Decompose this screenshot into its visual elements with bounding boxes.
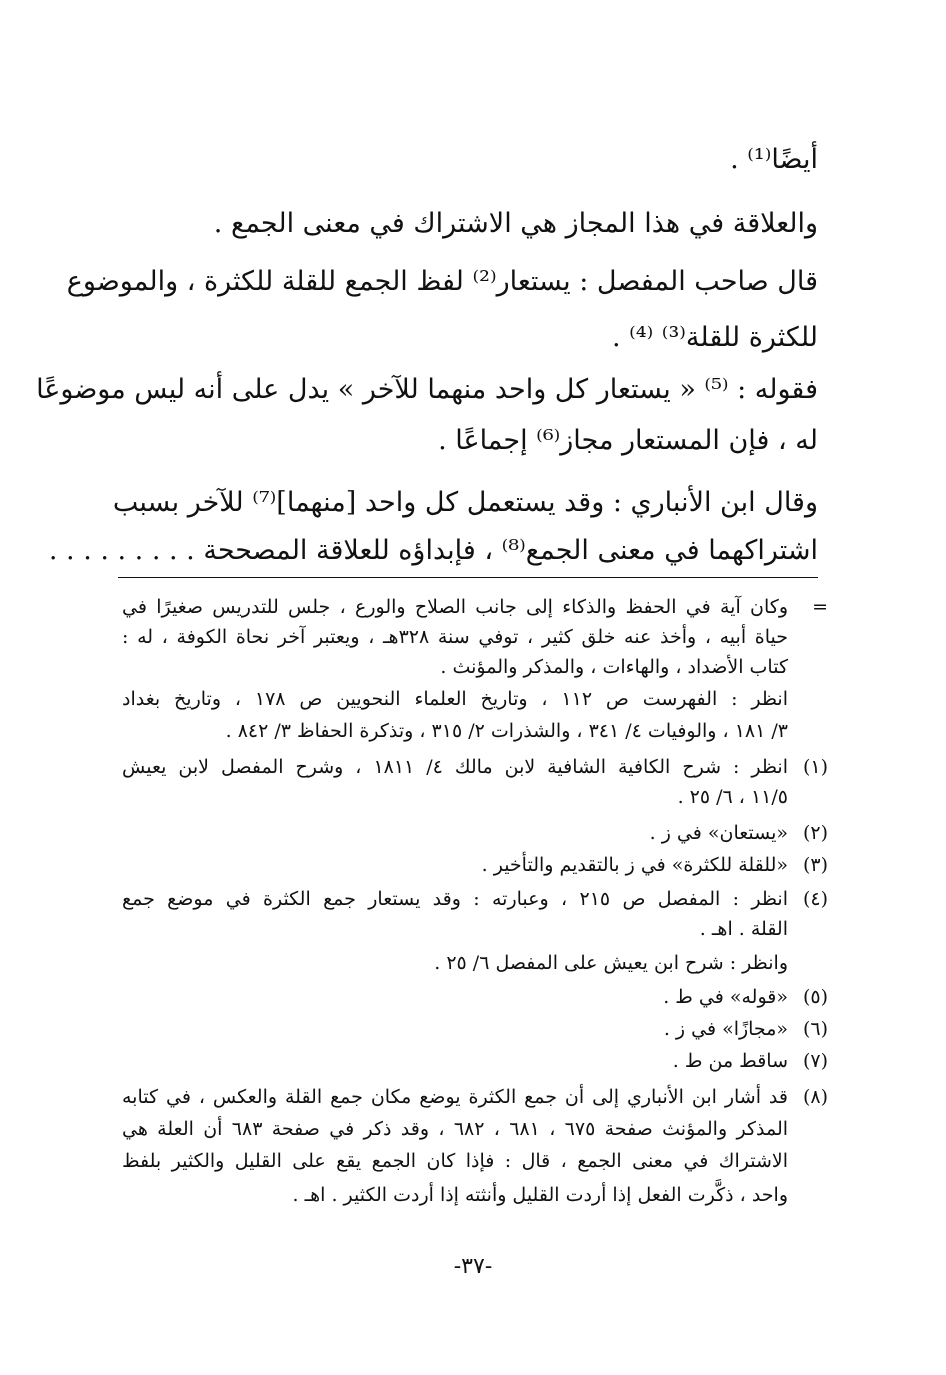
footnote-8-line: الاشتراك في معنى الجمع ، قال : فإذا كان الجمع يقع على القليل والكثير بلفظ bbox=[122, 1150, 788, 1172]
footnote-8-line: قد أشار ابن الأنباري إلى أن جمع الكثرة يوضع مكان جمع القلة والعكس ، في كتابه bbox=[122, 1086, 788, 1108]
footnote-continuation-line: كتاب الأضداد ، والهاءات ، والمذكر والمؤنث . bbox=[440, 656, 788, 678]
body-line-3: قال صاحب المفصل : يستعار⁽²⁾ لفظ الجمع للقلة للكثرة ، والموضوع bbox=[66, 266, 818, 297]
footnote-5-number: (٥) bbox=[802, 986, 828, 1008]
footnote-separator bbox=[118, 577, 818, 578]
body-line-2: والعلاقة في هذا المجاز هي الاشتراك في معنى الجمع . bbox=[213, 208, 818, 239]
footnote-continuation-line: ٣/ ١٨١ ، والوفيات ٤/ ٣٤١ ، والشذرات ٢/ ٣١٥ ، وتذكرة الحفاظ ٣/ ٨٤٢ . bbox=[225, 720, 788, 742]
footnote-continuation-marker: = bbox=[812, 596, 828, 618]
body-line-5: فقوله : ⁽⁵⁾ « يستعار كل واحد منهما للآخر » يدل على أنه ليس موضوعًا bbox=[36, 374, 818, 405]
footnote-4-number: (٤) bbox=[802, 888, 828, 910]
body-line-1: أيضًا⁽¹⁾ . bbox=[730, 144, 818, 175]
footnote-5-text: «قوله» في ط . bbox=[663, 986, 788, 1008]
body-line-4: للكثرة للقلة⁽³⁾ ⁽⁴⁾ . bbox=[611, 322, 818, 353]
body-line-8: اشتراكهما في معنى الجمع⁽⁸⁾ ، فإبداؤه للعلاقة المصححة . . . . . . . . . bbox=[48, 535, 818, 566]
footnote-3-text: «للقلة للكثرة» في ز بالتقديم والتأخير . bbox=[481, 854, 788, 876]
footnote-6-number: (٦) bbox=[802, 1018, 828, 1040]
page-number: -٣٧- bbox=[453, 1254, 493, 1279]
footnote-2-number: (٢) bbox=[802, 822, 828, 844]
footnote-2-text: «يستعان» في ز . bbox=[649, 822, 788, 844]
footnote-3-number: (٣) bbox=[802, 854, 828, 876]
footnote-7-number: (٧) bbox=[802, 1050, 828, 1072]
footnote-continuation-line: وكان آية في الحفظ والذكاء إلى جانب الصلاح والورع ، جلس للتدريس صغيرًا في bbox=[122, 596, 788, 618]
footnote-4-line: وانظر : شرح ابن يعيش على المفصل ٦/ ٢٥ . bbox=[434, 952, 788, 974]
footnote-continuation-line: حياة أبيه ، وأخذ عنه خلق كثير ، توفي سنة ٣٢٨هـ ، ويعتبر آخر نحاة الكوفة ، له : bbox=[122, 626, 788, 648]
body-line-6: له ، فإن المستعار مجاز⁽⁶⁾ إجماعًا . bbox=[438, 425, 818, 456]
footnote-7-text: ساقط من ط . bbox=[672, 1050, 788, 1072]
footnote-1-number: (١) bbox=[802, 756, 828, 778]
footnote-4-line: القلة . اهـ . bbox=[699, 918, 788, 940]
footnote-8-line: واحد ، ذكَّرت الفعل إذا أردت القليل وأنثته إذا أردت الكثير . اهـ . bbox=[292, 1184, 788, 1206]
footnote-1-line: انظر : شرح الكافية الشافية لابن مالك ٤/ ١٨١١ ، وشرح المفصل لابن يعيش bbox=[122, 756, 788, 778]
footnote-4-line: انظر : المفصل ص ٢١٥ ، وعبارته : وقد يستعار جمع الكثرة في موضع جمع bbox=[122, 888, 788, 910]
body-line-7: وقال ابن الأنباري : وقد يستعمل كل واحد [منهما]⁽⁷⁾ للآخر بسبب bbox=[112, 487, 818, 518]
footnote-1-line: ١١/٥ ، ٦/ ٢٥ . bbox=[677, 786, 788, 808]
footnote-continuation-line: انظر : الفهرست ص ١١٢ ، وتاريخ العلماء النحويين ص ١٧٨ ، وتاريخ بغداد bbox=[122, 688, 789, 710]
footnote-8-number: (٨) bbox=[802, 1086, 828, 1108]
footnote-8-line: المذكر والمؤنث صفحة ٦٧٥ ، ٦٨١ ، ٦٨٢ ، وقد ذكر في صفحة ٦٨٣ أن العلة هي bbox=[122, 1118, 789, 1140]
footnote-6-text: «مجازًا» في ز . bbox=[663, 1018, 788, 1040]
